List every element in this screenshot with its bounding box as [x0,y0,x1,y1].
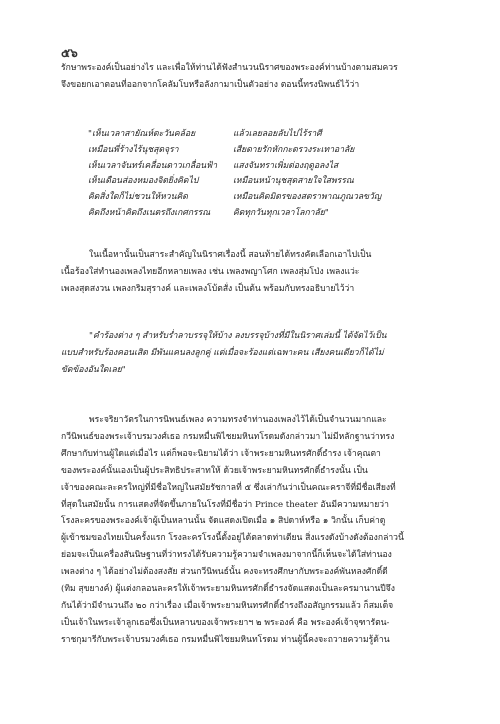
verse-left: เห็นเดือนส่องหมองจิตยิ่งคิดไป [88,176,199,187]
paragraph-line: ในเนื้อหานั้นเป็นสาระสำคัญในนิราศเรื่องนี้ สอนท้ายได้ทรงคัดเลือกเอาไปเป็น [89,250,372,260]
quote-paragraph [61,328,447,379]
paragraph-line: ย่อมจะเป็นเครื่องสันนิษฐานที่ว่าทรงได้รับความรู้ความจำเพลงมาจากนี้ก็เห็นจะได้ใส่ท่านอง [61,550,392,561]
verse-right: แล้วเลยลอยลับไปไร้ราศี [233,129,322,139]
verse-right: เสียดายรักหักกะตรวงระเทาอาลัย [233,144,355,155]
paragraph-line: เจ้าของคณะละครใหญ่ที่มีชื่อใหญ่ในสมัยรัชกาลที่ ๕ ซึ่งเล่ากันว่าเป็นคณะคราจีที่มีชื่อเสียงที่ [61,482,396,493]
paragraph-line: ผู้เข้าชมของไทยเป็นครั้งแรก โรงละครโรงนี้ตั้งอยู่ได้ตลาดท่าเตียน สิ่งแรงดังบ้างดังต้องกล่าวนี้ [61,533,404,544]
paragraph-line: เพลงสุดสงวน เพลงกริมสุรางค์ และเพลงโบ้ตสั่ง เป็นต้น พร้อมกับทรงอธิบายไว้ว่า [61,283,355,294]
verse-left: คิดถึงหน้าคิดถึงเนตรถึงเกศกรรณ [88,207,211,218]
verse-row [88,173,388,189]
verse-right: เหมือนคิดมิตรของสตราพาณภูณวลขวัญ [233,192,382,203]
verse-row [88,158,388,174]
verse-left: เห็นเวลาจันทร์เคลื่อนดาวเกลื่อนฟ้า [88,160,218,171]
paragraph-line: เป็นเจ้าในพระเจ้าลูกเธอซึ่งเป็นหลานของเจ้าพระยาฯ ๒ พระองค์ คือ พระองค์เจ้าจุฑารัตน- [61,617,390,628]
quote-line: ขัดข้องอันใดเลย" [61,364,126,375]
verse-row [88,142,388,158]
paragraph-line: ราชกุมารีกับพระเจ้าบรมวงศ์เธอ กรมหมื่นพิไชยมหินทโรดม ท่านผู้นี้คงจะถวายความรู้ด้าน [61,634,390,645]
paragraph-line: โรงละครของพระองค์เจ้าผู้เป็นหลานนั้น จัดแสดงเปิดเมื่อ ๑ สิปดาห์หรือ ๑ วิกนั้น เก็บค่าดู [61,516,386,527]
paragraph-3 [61,412,447,649]
paragraph-line: (ทิม สุขยางค์) ผู้แต่งกลอนละครให้เจ้าพระยามหินทรศักดิ์ธำรงจัดแสดงเป็นละครมานานปีจึง [61,584,395,595]
verse-block [88,126,388,221]
verse-left: คิดสิ่งใดก็ไม่ชวนให้หวนคิด [88,192,188,203]
quote-line: แบบสำหรับร้องคอนเสิต มีพันแคนลงลูกคู่ แต่เมื่อจะร้องแต่เฉพาะคน เสียงคนเดียวก็ได้ไม่ [61,347,384,358]
verse-row [88,189,388,205]
paragraph-line: เพลงต่าง ๆ ได้อย่างไม่ต้องสงสัย ส่วนกวีนิพนธ์นั้น คงจะทรงศึกษากับพระองค์พันหลงศักดิ์ดี [61,567,388,578]
paragraph-line: กันได้ว่ามีจำนวนถึง ๒๐ กว่าเรื่อง เมื่อเจ้าพระยามหินทรศักดิ์ธำรงถึงอสัญกรรมแล้ว ก็สมเด็จ [61,600,394,611]
page-number: ๕๖ [61,46,78,60]
verse-right: คิดทุกวันทุกเวลาโลกาลัย" [233,207,329,218]
intro-line-1: รักษาพระองค์เป็นอย่างไร และเพื่อให้ท่านได้ฟังสำนวนนิราศของพระองค์ท่านบ้างตามสมควร [61,63,398,73]
verse-left: เหมือนพี่ร้างไร้นุชสุดจุรา [88,144,179,155]
intro-line-2: จึงขอยกเอาตอนที่ออกจากโคลัมโบหรือลังกามาเป็นตัวอย่าง ตอนนี้ทรงนิพนธ์ไว้ว่า [61,79,360,90]
verse-right: แสงจันทราเพิ่มต่องฤดูอลงไส [233,160,339,171]
verse-right: เหมือนหน้านุชสุดสายใจใสพรรณ [233,176,354,187]
paragraph-line: ศึกษากับท่านผู้ใดแต่เมื่อไร แต่ก็พอจะนิยามได้ว่า เจ้าพระยามหินทรศักดิ์ธำรง เจ้าคุณตา [61,448,381,459]
paragraph-line: กวีนิพนธ์ของพระเจ้าบรมวงศ์เธอ กรมหมื่นพิไชยมหินทโรดมดังกล่าวมา ไม่มีหลักฐานว่าทรง [61,431,395,442]
paragraph-line: ที่สุดในสมัยนั้น การแสดงที่จัดขึ้นภายในโรงที่มีชื่อว่า Prince theater อันมีความหมายว่า [61,499,389,510]
paragraph-line: เนื้อร้องใส่ทำนองเพลงไทยอีกหลายเพลง เช่น เพลงพญาโศก เพลงสุ่มโป่ง เพลงแว่ะ [61,266,360,277]
verse-left: "เห็นเวลาสายัณห์ตะวันคล้อย [88,129,196,139]
verse-row [88,126,388,142]
verse-row [88,205,388,221]
quote-line: "คำร้องต่าง ๆ สำหรับร่ำลาบรรจุให้บ้าง ลงบรรจุบ้างที่มีในนิราศเล่มนี้ ได้จัดไว้เป็น [89,331,387,341]
paragraph-2 [61,247,447,298]
paragraph-line: ของพระองค์นั้นเองเป็นผู้ประสิทธิประสาทให้ ด้วยเจ้าพระยามหินทรศักดิ์ธำรงนั้น เป็น [61,465,368,476]
intro-paragraph [61,60,447,94]
paragraph-line: พระจริยาวัตรในการนิพนธ์เพลง ความทรงจำท่านองเพลงไว้ได้เป็นจำนวนมากและ [89,415,387,425]
